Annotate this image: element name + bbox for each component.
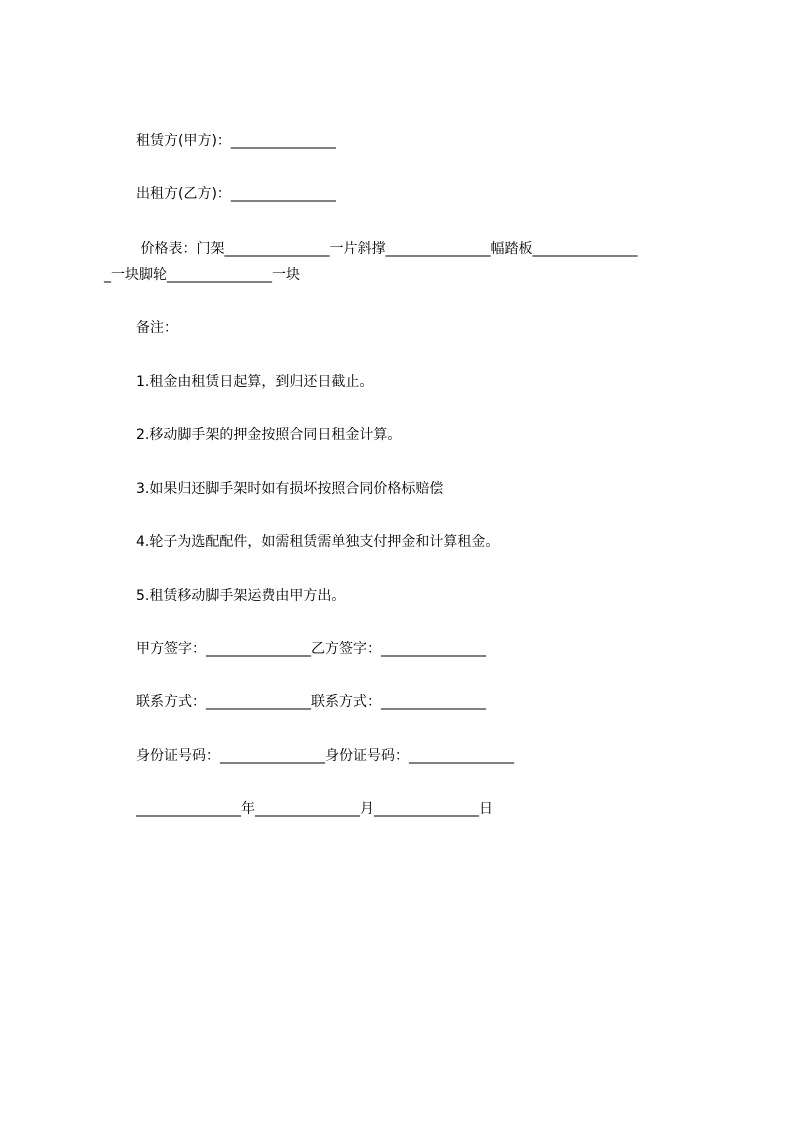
lessee-field: 租赁方(甲方)：_______________ — [136, 133, 336, 149]
note-item-3: 3.如果归还脚手架时如有损坏按照合同价格标赔偿 — [136, 481, 444, 497]
note-item-2: 2.移动脚手架的押金按照合同日租金计算。 — [136, 427, 402, 443]
note-item-5: 5.租赁移动脚手架运费由甲方出。 — [136, 588, 346, 604]
remarks-heading: 备注： — [136, 320, 178, 336]
note-item-1: 1.租金由租赁日起算，到归还日截止。 — [136, 374, 374, 390]
price-list-line-2: _一块脚轮_______________一块 — [104, 267, 300, 283]
note-item-4: 4.轮子为选配配件，如需租赁需单独支付押金和计算租金。 — [136, 534, 500, 550]
id-number-line: 身份证号码：_______________身份证号码：_______________ — [136, 748, 514, 764]
signature-line: 甲方签字：_______________乙方签字：_______________ — [136, 641, 486, 657]
lessor-field: 出租方(乙方)：_______________ — [136, 186, 336, 202]
price-list-line-1: 价格表：门架_______________一片斜撑_______________幅踏板_______________ — [136, 241, 638, 257]
contact-line: 联系方式：_______________联系方式：_______________ — [136, 694, 486, 710]
date-line: _______________年_______________月_______________日 — [136, 801, 493, 817]
